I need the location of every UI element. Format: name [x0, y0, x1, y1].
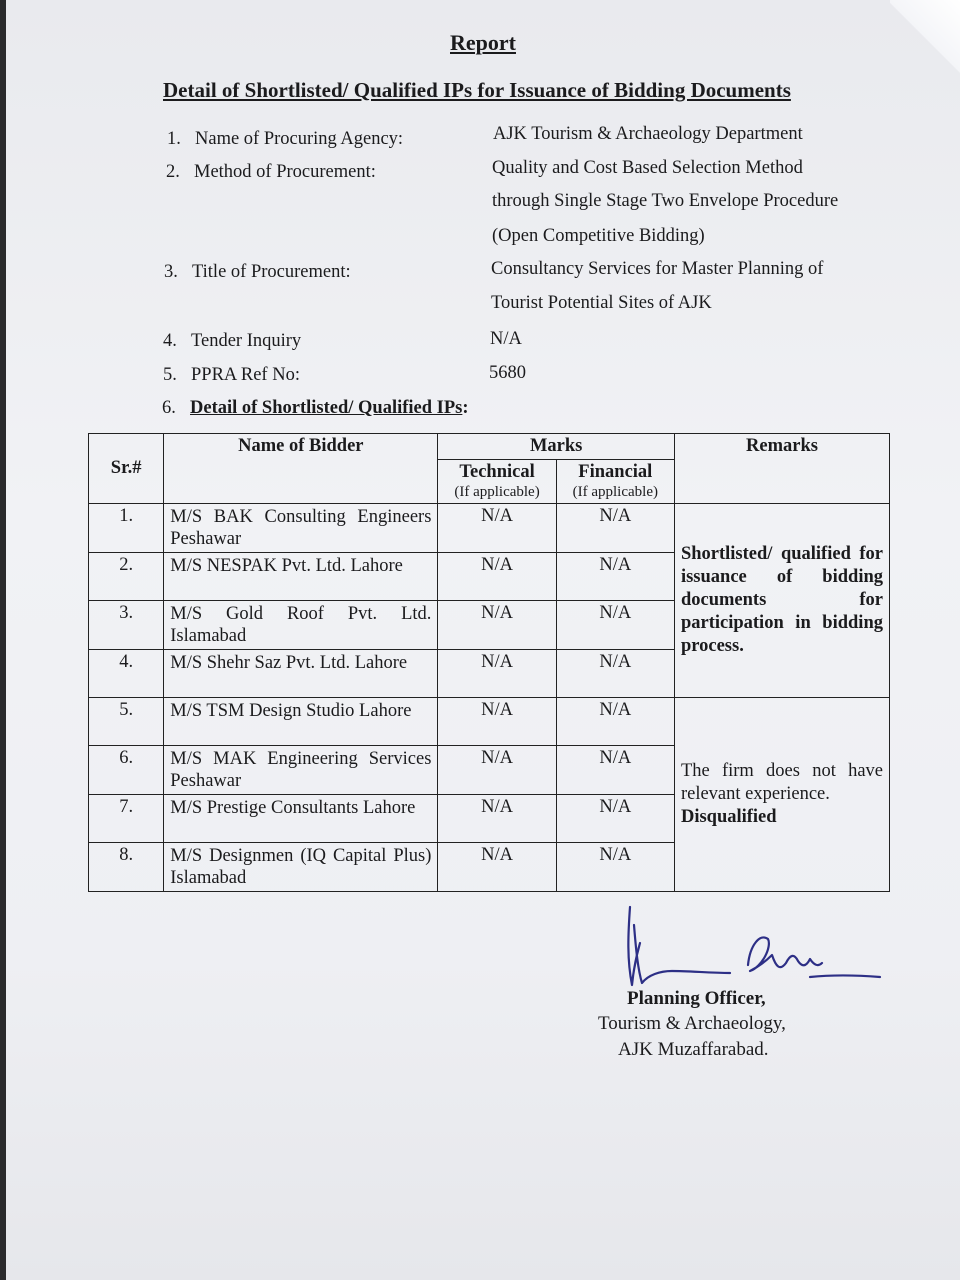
- field-value: Consultancy Services for Master Planning of: [491, 259, 824, 279]
- row-technical: N/A: [438, 553, 556, 601]
- report-title: Report: [450, 30, 516, 55]
- row-sr: 2.: [89, 553, 164, 601]
- row-bidder-name: M/S MAK Engineering Services Peshawar: [164, 746, 438, 795]
- row-bidder-name: M/S Designmen (IQ Capital Plus) Islamabad: [164, 843, 438, 892]
- section-6-heading: [162, 398, 469, 419]
- field-procurement-title: [164, 262, 351, 283]
- field-number: 3.: [164, 262, 178, 282]
- header-sr: Sr.#: [89, 434, 164, 504]
- header-technical: [438, 460, 556, 504]
- field-number: 1.: [167, 129, 181, 149]
- row-bidder-name: M/S TSM Design Studio Lahore: [164, 698, 438, 746]
- row-technical: N/A: [438, 746, 556, 795]
- row-financial: N/A: [556, 843, 674, 892]
- row-technical: N/A: [438, 650, 556, 698]
- row-sr: 3.: [89, 601, 164, 650]
- row-bidder-name: M/S BAK Consulting Engineers Peshawar: [164, 504, 438, 553]
- row-financial: N/A: [556, 698, 674, 746]
- row-sr: 4.: [89, 650, 164, 698]
- field-value: N/A: [490, 329, 522, 349]
- bidders-table: [88, 433, 890, 892]
- field-value: AJK Tourism & Archaeology Department: [493, 124, 803, 144]
- row-technical: N/A: [438, 698, 556, 746]
- row-sr: 6.: [89, 746, 164, 795]
- remarks-disqualified-text: The firm does not have relevant experience.: [680, 761, 883, 804]
- financial-note: (If applicable): [572, 484, 658, 500]
- section-colon: :: [462, 398, 469, 418]
- row-financial: N/A: [556, 504, 674, 553]
- header-name: Name of Bidder: [164, 434, 438, 504]
- field-value: 5680: [489, 363, 526, 383]
- row-bidder-name: M/S NESPAK Pvt. Ltd. Lahore: [164, 553, 438, 601]
- table-header-row: [89, 434, 890, 460]
- row-financial: N/A: [556, 553, 674, 601]
- technical-label: Technical: [459, 462, 535, 482]
- row-financial: N/A: [556, 795, 674, 843]
- field-number: 5.: [163, 365, 177, 385]
- header-remarks: Remarks: [674, 434, 889, 504]
- field-value: Tourist Potential Sites of AJK: [491, 293, 712, 313]
- financial-label: Financial: [578, 462, 653, 482]
- header-financial: [556, 460, 674, 504]
- signatory-location: AJK Muzaffarabad.: [618, 1039, 769, 1060]
- field-procuring-agency: [167, 129, 403, 150]
- field-ppra-ref: [163, 365, 300, 386]
- row-financial: N/A: [556, 601, 674, 650]
- signatory-title: Planning Officer,: [627, 988, 766, 1009]
- field-procurement-method: [166, 162, 376, 183]
- row-sr: 5.: [89, 698, 164, 746]
- section-label: Detail of Shortlisted/ Qualified IPs: [190, 398, 463, 418]
- signatory-department: Tourism & Archaeology,: [598, 1013, 786, 1034]
- table-row: [89, 504, 890, 553]
- row-bidder-name: M/S Prestige Consultants Lahore: [164, 795, 438, 843]
- remarks-disqualified-status: Disqualified: [680, 807, 777, 827]
- document-heading: Detail of Shortlisted/ Qualified IPs for Issuance of Bidding Documents: [163, 78, 791, 102]
- row-technical: N/A: [438, 843, 556, 892]
- header-marks: Marks: [438, 434, 675, 460]
- row-technical: N/A: [438, 601, 556, 650]
- row-technical: N/A: [438, 504, 556, 553]
- field-label: Name of Procuring Agency:: [195, 129, 404, 149]
- row-sr: 1.: [89, 504, 164, 553]
- row-sr: 8.: [89, 843, 164, 892]
- field-value: Quality and Cost Based Selection Method: [492, 158, 803, 178]
- field-value: through Single Stage Two Envelope Procedure: [492, 191, 839, 211]
- row-bidder-name: M/S Shehr Saz Pvt. Ltd. Lahore: [164, 650, 438, 698]
- technical-note: (If applicable): [454, 484, 540, 500]
- field-label: PPRA Ref No:: [191, 365, 300, 385]
- field-label: Title of Procurement:: [192, 262, 351, 282]
- row-financial: N/A: [556, 650, 674, 698]
- row-sr: 7.: [89, 795, 164, 843]
- remarks-disqualified: [674, 698, 889, 892]
- row-technical: N/A: [438, 795, 556, 843]
- row-financial: N/A: [556, 746, 674, 795]
- field-number: 6.: [162, 398, 176, 418]
- table-row: [89, 698, 890, 746]
- field-label: Tender Inquiry: [191, 331, 302, 351]
- field-number: 4.: [163, 331, 177, 351]
- remarks-qualified: Shortlisted/ qualified for issuance of bidding documents for participation in bidding process.: [674, 504, 889, 698]
- row-bidder-name: M/S Gold Roof Pvt. Ltd. Islamabad: [164, 601, 438, 650]
- field-label: Method of Procurement:: [194, 162, 376, 182]
- field-number: 2.: [166, 162, 180, 182]
- field-tender-inquiry: [163, 331, 301, 352]
- field-value: (Open Competitive Bidding): [492, 226, 705, 246]
